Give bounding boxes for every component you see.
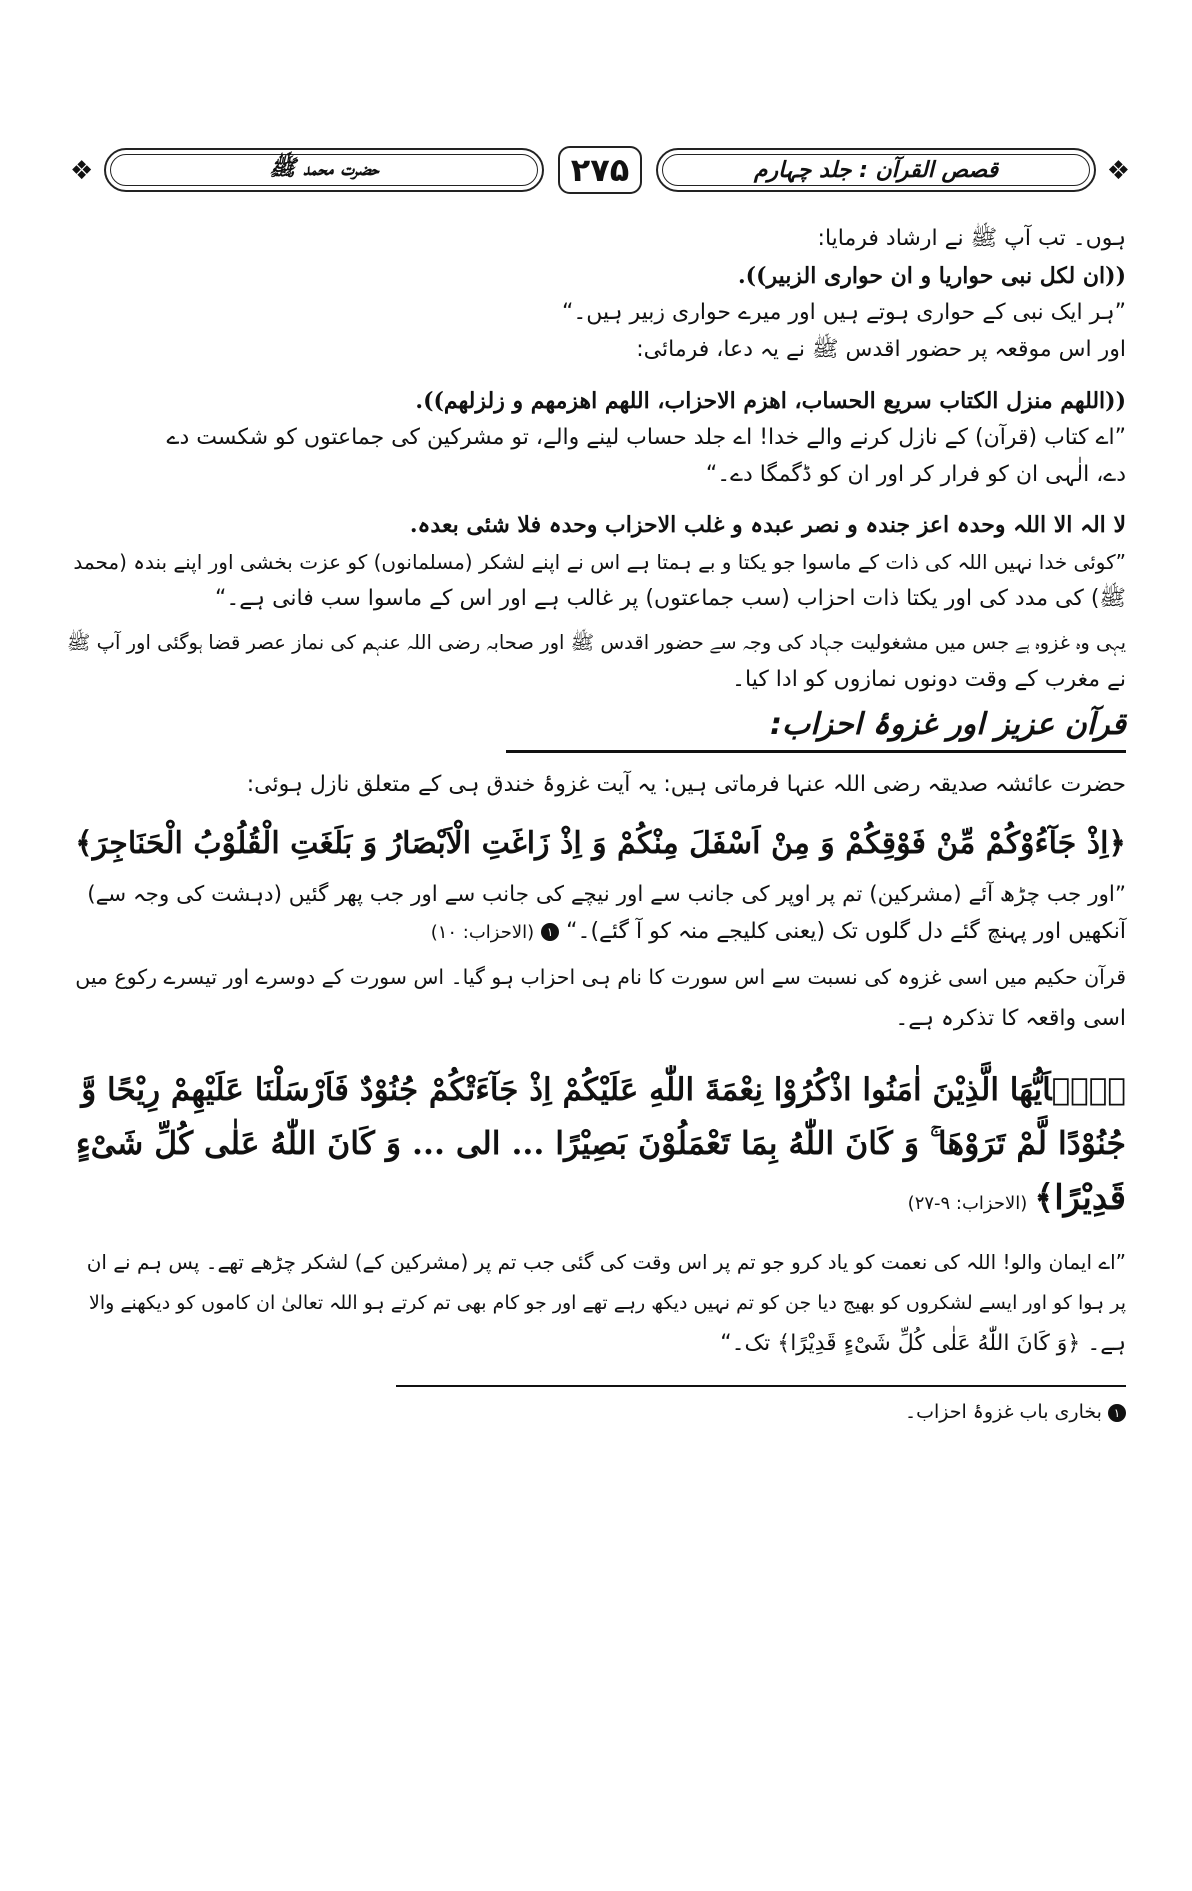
header-ornament-right: ❖ xyxy=(1106,156,1130,186)
dua-translation: ”اے کتاب (قرآن) کے نازل کرنے والے خدا! اے جلد حساب لینے والے، تو مشرکین کی جماعتوں کو شکست دے xyxy=(166,425,1126,450)
ayah-translation xyxy=(66,915,1126,950)
text-line: حضرت عائشہ صدیقہ رضی اللہ عنہا فرماتی ہیں: یہ آیت غزوۂ خندق ہی کے متعلق نازل ہوئی: xyxy=(246,772,1126,797)
hadith-arabic: ((ان لکل نبی حواریا و ان حواری الزبیر)). xyxy=(738,263,1126,289)
dua-translation: دے، الٰہی ان کو فرار کر اور ان کو ڈگمگا دے۔“ xyxy=(705,462,1126,487)
running-header xyxy=(70,142,1130,202)
header-right-title: قصص القرآن : جلد چہارم xyxy=(753,157,999,183)
ayah-translation: ”اور جب چڑھ آئے (مشرکین) تم پر اوپر کی جانب سے اور نیچے کی جانب سے اور جب پھر گئیں (دہشت کی وجہ سے) xyxy=(87,882,1126,907)
ayah-translation: پر ہوا کو اور ایسے لشکروں کو بھیج دیا جن کو تم نہیں دیکھ رہے تھے اور جو کام بھی تم کرتے ہو اللہ تعالیٰ ان کاموں کو دیکھنے والا xyxy=(89,1292,1126,1314)
quran-ayah: ﴿اِذْ جَآءُوْكُمْ مِّنْ فَوْقِكُمْ وَ مِنْ اَسْفَلَ مِنْكُمْ وَ اِذْ زَاغَتِ الْاَبْصَارُ وَ بَلَغَتِ الْقُلُوْبُ الْحَنَاجِرَ﴾ xyxy=(75,826,1126,861)
heading-underline xyxy=(506,750,1126,753)
ayah-translation-text: آنکھیں اور پہنچ گئے دل گلوں تک (یعنی کلیجے منہ کو آ گئے)۔“ xyxy=(566,919,1126,944)
dhikr-translation: ﷺ) کی مدد کی اور یکتا ذات احزاب (سب جماعتوں) پر غالب ہے اور اس کے ماسوا سب فانی ہے۔“ xyxy=(215,586,1126,611)
header-left-title: حضرت محمد ﷺ xyxy=(269,156,379,181)
footnote-marker-icon: ۱ xyxy=(541,923,559,941)
quran-ayah: ﴿یٰۤاَیُّهَا الَّذِیْنَ اٰمَنُوا اذْكُرُوْا نِعْمَةَ اللّٰهِ عَلَیْكُمْ اِذْ جَآءَتْكُمْ جُنُوْدٌ فَاَرْسَلْنَا عَلَیْهِمْ رِیْحًا وَّ xyxy=(81,1072,1126,1108)
header-cartouche-right xyxy=(656,148,1096,192)
footnote-separator xyxy=(396,1385,1126,1387)
dhikr-translation: ”کوئی خدا نہیں اللہ کی ذات کے ماسوا جو یکتا و بے ہمتا ہے اس نے اپنے لشکر (مسلمانوں) کو عزت بخشی اور اپنے بندہ (محمد xyxy=(73,550,1126,574)
footnote-marker-icon: ۱ xyxy=(1108,1404,1126,1422)
header-cartouche-left xyxy=(104,148,544,192)
surah-reference: (الاحزاب: ۹-۲۷) xyxy=(907,1193,1028,1214)
footnote xyxy=(66,1395,1126,1429)
hadith-translation: ”ہر ایک نبی کے حواری ہوتے ہیں اور میرے حواری زبیر ہیں۔“ xyxy=(561,300,1126,325)
header-ornament-left: ❖ xyxy=(70,156,94,186)
section-heading: قرآن عزیز اور غزوۂ احزاب: xyxy=(769,707,1126,742)
text-line: یہی وہ غزوہ ہے جس میں مشغولیت جہاد کی وجہ سے حضور اقدس ﷺ اور صحابہ رضی اللہ عنہم کی نماز عصر قضا ہوگئی اور آپ ﷺ xyxy=(66,631,1126,654)
dua-arabic: ((اللھم منزل الکتاب سریع الحساب، اھزم الاحزاب، اللھم اھزمھم و زلزلھم)). xyxy=(415,388,1126,414)
page-number: ۲۷۵ xyxy=(558,146,642,194)
quran-ayah-end: قَدِیْرًا﴾ xyxy=(1034,1178,1126,1218)
text-line: اور اس موقعہ پر حضور اقدس ﷺ نے یہ دعا، فرمائی: xyxy=(636,337,1126,362)
text-line: ہوں۔ تب آپ ﷺ نے ارشاد فرمایا: xyxy=(817,226,1126,251)
surah-reference: (الاحزاب: ۱۰) xyxy=(430,922,535,943)
ayah-translation: ”اے ایمان والو! اللہ کی نعمت کو یاد کرو جو تم پر اس وقت کی گئی جب تم پر (مشرکین کے) لشکر چڑھے تھے۔ پس ہم نے ان xyxy=(86,1250,1126,1274)
ayah-translation: ہے۔ ﴿وَ كَانَ اللّٰهُ عَلٰی كُلِّ شَیْءٍ قَدِیْرًا﴾ تک۔“ xyxy=(720,1331,1126,1356)
text-line: نے مغرب کے وقت دونوں نمازوں کو ادا کیا۔ xyxy=(732,667,1126,692)
footnote-text: بخاری باب غزوۂ احزاب۔ xyxy=(904,1401,1102,1423)
text-line: قرآن حکیم میں اسی غزوہ کی نسبت سے اس سورت کا نام ہی احزاب ہو گیا۔ اس سورت کے دوسرے اور تیسرے رکوع میں xyxy=(75,965,1126,989)
quran-ayah xyxy=(66,1172,1126,1230)
quran-ayah: جُنُوْدًا لَّمْ تَرَوْهَا ۚ وَ كَانَ اللّٰهُ بِمَا تَعْمَلُوْنَ بَصِیْرًا ... الی ... وَ كَانَ اللّٰهُ عَلٰی كُلِّ شَیْءٍ xyxy=(75,1125,1126,1162)
text-line: اسی واقعہ کا تذکرہ ہے۔ xyxy=(895,1006,1126,1031)
dhikr-arabic: لا الہ الا اللہ وحدہ اعز جندہ و نصر عبدہ و غلب الاحزاب وحدہ فلا شئی بعدہ. xyxy=(409,512,1126,538)
